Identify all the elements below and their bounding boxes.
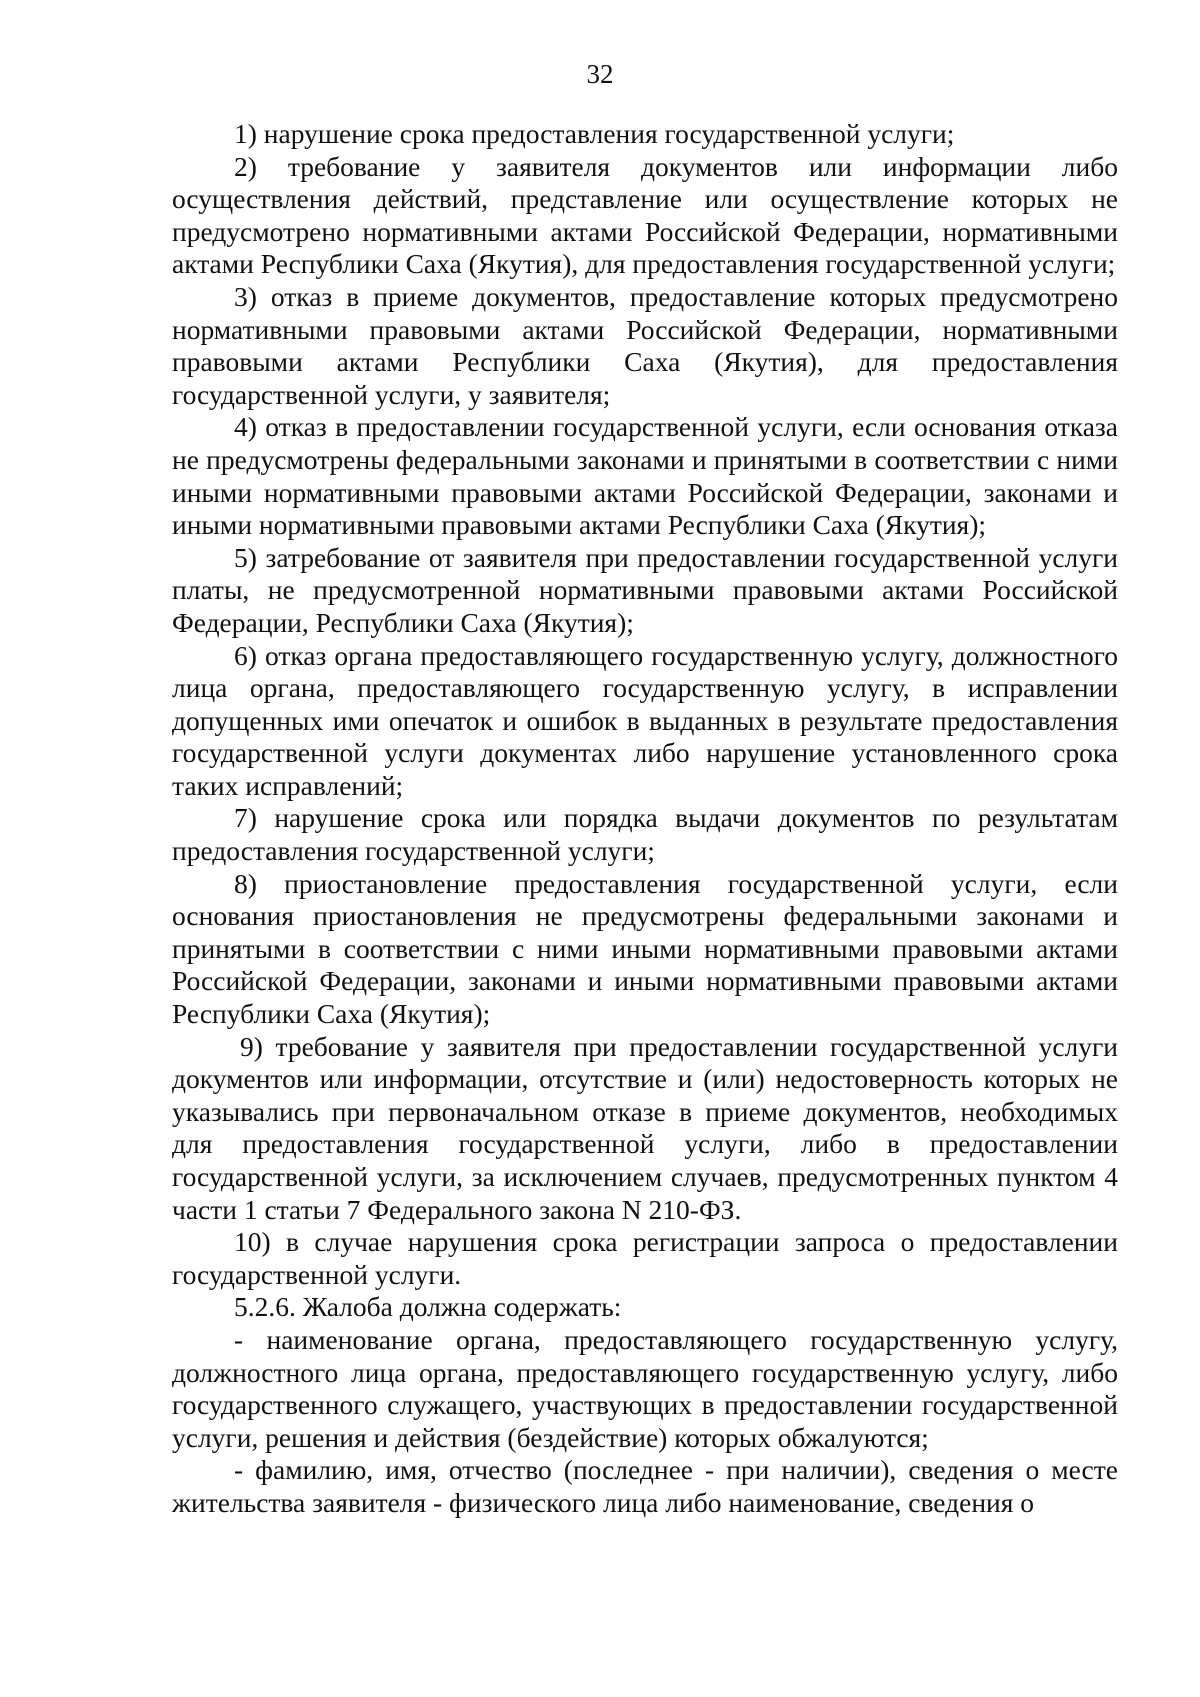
requirement-item-2: - фамилию, имя, отчество (последнее - при наличии), сведения о месте жительства заявителя - физического лица либо наименование, сведения о	[172, 1454, 1118, 1518]
section-heading-5-2-6: 5.2.6. Жалоба должна содержать:	[234, 1291, 622, 1323]
paragraph-item-7: 7) нарушение срока или порядка выдачи документов по результатам предоставления государственной услуги;	[172, 802, 1118, 867]
paragraph-item-6: 6) отказ органа предоставляющего государственную услугу, должностного лица органа, предоставляющего государственную услугу, в исправлении допущенных ими опечаток и ошибок в выданных в результате предоставления государственной услуги документах либо нарушение установленного срока таких исправлений;	[172, 639, 1118, 801]
paragraph-item-3: 3) отказ в приеме документов, предоставление которых предусмотрено нормативными правовыми актами Российской Федерации, нормативными правовыми актами Республики Саха (Якутия), для предоставления государственной услуги, у заявителя;	[172, 280, 1118, 410]
paragraph-item-9: 9) требование у заявителя при предоставлении государственной услуги документов или информации, отсутствие и (или) недостоверность которых не указывались при первоначальном отказе в приеме документов, необходимых для предоставления государственной услуги, либо в предоставлении государственной услуги, за исключением случаев, предусмотренных пунктом 4 части 1 статьи 7 Федерального закона N 210-ФЗ.	[172, 1030, 1118, 1225]
page-number: 32	[586, 59, 614, 89]
requirement-item-1: - наименование органа, предоставляющего государственную услугу, должностного лица органа, предоставляющего государственную услугу, либо государственного служащего, участвующих в предоставлении государственной услуги, решения и действия (бездействие) которых обжалуются;	[172, 1323, 1118, 1453]
paragraph-item-1: 1) нарушение срока предоставления государственной услуги;	[234, 118, 955, 149]
paragraph-item-10: 10) в случае нарушения срока регистрации запроса о предоставлении государственной услуги.	[172, 1226, 1118, 1290]
paragraph-item-5: 5) затребование от заявителя при предоставлении государственной услуги платы, не предусмотренной нормативными правовыми актами Российской Федерации, Республики Саха (Якутия);	[172, 541, 1118, 638]
document-body	[172, 118, 1118, 1520]
paragraph-item-2: 2) требование у заявителя документов или информации либо осуществления действий, представление или осуществление которых не предусмотрено нормативными актами Российской Федерации, нормативными актами Республики Саха (Якутия), для предоставления государственной услуги;	[172, 150, 1118, 280]
paragraph-item-4: 4) отказ в предоставлении государственной услуги, если основания отказа не предусмотрены федеральными законами и принятыми в соответствии с ними иными нормативными правовыми актами Российской Федерации, законами и иными нормативными правовыми актами Республики Саха (Якутия);	[172, 411, 1118, 541]
paragraph-item-8: 8) приостановление предоставления государственной услуги, если основания приостановления не предусмотрены федеральными законами и принятыми в соответствии с ними иными нормативными правовыми актами Российской Федерации, законами и иными нормативными правовыми актами Республики Саха (Якутия);	[172, 867, 1118, 1030]
